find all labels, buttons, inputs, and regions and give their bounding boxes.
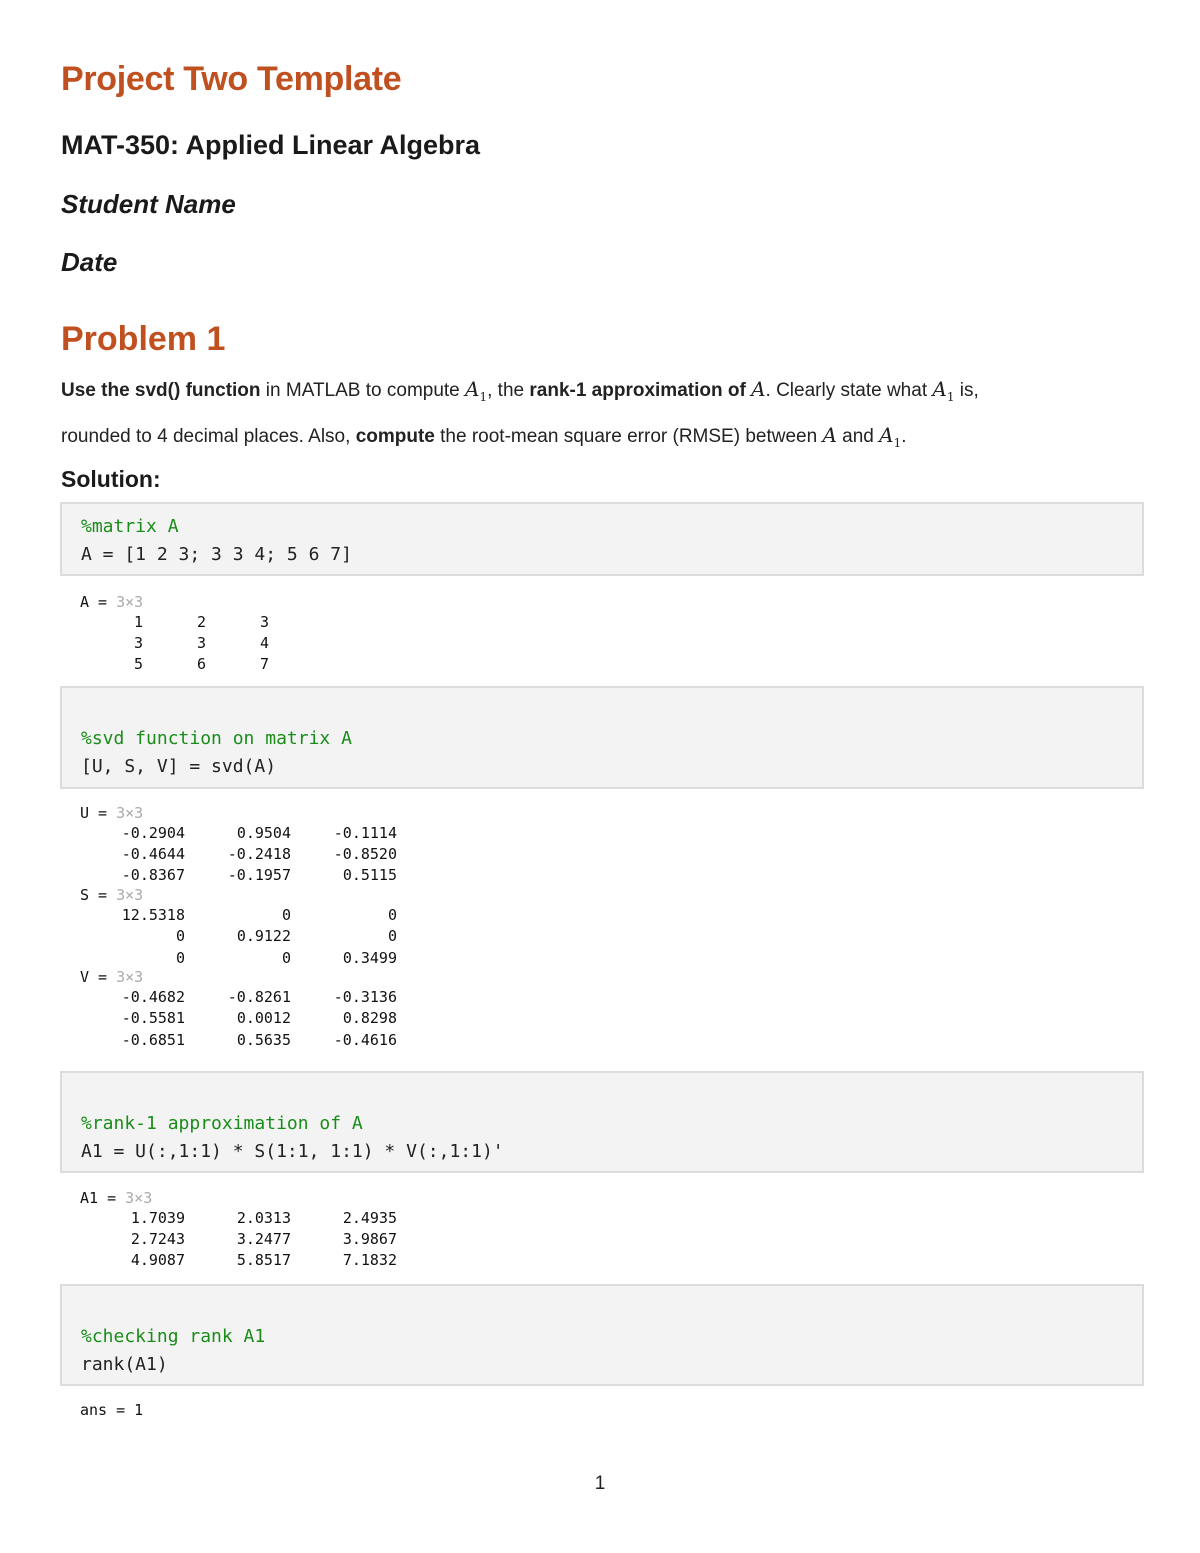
statement-text: and [836,426,880,447]
matrix-cell: 5 [133,655,143,674]
code-cell-svd[interactable] [60,686,1144,789]
matrix-cell: 2 [196,612,206,631]
math-a1 [879,423,902,450]
matrix-row [80,904,397,925]
matrix-cell: 3 [133,634,143,653]
statement-text: . [901,426,907,447]
matrix-cell: 3.2477 [236,1230,291,1249]
code-comment: %matrix A [81,516,179,537]
code-comment: %checking rank A1 [81,1326,266,1347]
matrix-cell: 0 [281,905,291,924]
var-name: S = [80,886,117,905]
output-var-line [80,593,269,611]
statement-text: in MATLAB to compute [260,380,466,401]
var-name: A1 = [80,1189,126,1207]
matrix-cell: -0.1114 [333,823,397,842]
var-dims: 3×3 [125,1189,153,1207]
code-cell-rank-check[interactable] [60,1284,1144,1386]
matrix-cell: 0 [175,927,185,946]
var-name: U = [80,804,117,822]
matrix-cell: 0.5635 [236,1030,291,1049]
date-heading: Date [61,247,118,277]
code-statement: A1 = U(:,1:1) * S(1:1, 1:1) * V(:,1:1)' [81,1141,504,1162]
matrix-cell: -0.4682 [121,988,185,1007]
matrix-cell: 0 [387,905,397,924]
math-symbol: A [932,377,947,401]
var-dims: 3×3 [116,593,144,611]
statement-text: , the [487,380,530,401]
matrix-cell: 2.0313 [236,1208,291,1227]
matrix-cell: 7 [259,655,269,674]
student-name: Student Name [61,189,236,219]
matrix-cell: 12.5318 [121,905,185,924]
math-subscript: 1 [479,390,488,404]
matrix-cell: 4 [259,634,269,653]
matrix-cell: 0 [281,948,291,967]
code-comment: %rank-1 approximation of A [81,1113,363,1134]
math-symbol: A [879,423,894,447]
matrix-cell: -0.5581 [121,1009,185,1028]
output-var-line [80,804,397,822]
statement-text: the root-mean square error (RMSE) between [434,426,823,447]
matrix-cell: -0.2418 [227,845,291,864]
document-title: Project Two Template [61,60,402,98]
matrix-cell: 3.9867 [342,1230,397,1249]
matrix-cell: -0.4616 [333,1030,397,1049]
ans-value: ans = 1 [80,1401,144,1419]
statement-bold-3: compute [355,426,435,447]
math-subscript: 1 [946,390,955,404]
matrix-cell: 5.8517 [236,1251,291,1270]
matrix-cell: -0.6851 [121,1030,185,1049]
matrix-cell: 0.9504 [236,823,291,842]
var-name: V = [80,968,117,987]
matrix-cell: 0.5115 [342,866,397,885]
output-var-line [80,1189,397,1207]
matrix-cell: -0.8367 [121,866,185,885]
statement-bold-1: Use the svd() function [61,380,261,401]
problem-statement [61,370,1151,462]
matrix-cell: -0.2904 [121,823,185,842]
matrix-row [80,865,397,886]
matrix-table-v [80,986,397,1050]
matrix-cell: 1 [133,612,143,631]
matrix-cell: -0.3136 [333,988,397,1007]
matrix-row [80,1029,397,1050]
matrix-cell: 1.7039 [130,1208,185,1227]
matrix-cell: 0.0012 [236,1009,291,1028]
var-name: A = [80,593,117,611]
matrix-table-a1 [80,1207,397,1271]
matrix-cell: 4.9087 [130,1251,185,1270]
math-a: A [822,423,837,447]
output-var-line [80,968,397,986]
code-comment: %svd function on matrix A [81,728,352,749]
matrix-row [80,611,269,632]
code-cell-rank1-approx[interactable] [60,1071,1144,1173]
matrix-cell: -0.8261 [227,988,291,1007]
statement-bold-2: rank-1 approximation of [529,380,752,401]
matrix-cell: 0.8298 [342,1009,397,1028]
matrix-row [80,1228,397,1249]
var-dims: 3×3 [116,804,144,822]
matrix-cell: 7.1832 [342,1251,397,1270]
matrix-row [80,986,397,1007]
matrix-table-s [80,904,397,968]
code-cell-matrix-a[interactable] [60,502,1144,576]
matrix-row [80,1008,397,1029]
course-heading: MAT-350: Applied Linear Algebra [61,130,481,160]
matrix-cell: -0.4644 [121,845,185,864]
output-matrix-a [80,593,269,675]
var-dims: 3×3 [116,968,144,987]
solution-heading: Solution: [61,466,161,492]
matrix-row [80,947,397,968]
math-symbol: A [465,377,480,401]
var-dims: 3×3 [116,886,144,905]
output-ans [80,1401,143,1419]
code-statement: [U, S, V] = svd(A) [81,756,277,777]
matrix-row [80,843,397,864]
matrix-row [80,822,397,843]
matrix-row [80,632,269,653]
matrix-table [80,611,269,675]
output-matrix-a1 [80,1189,397,1271]
matrix-cell: 6 [196,655,206,674]
matrix-cell: 2.4935 [342,1208,397,1227]
matrix-cell: 0 [387,927,397,946]
statement-text: rounded to 4 decimal places. Also, [61,426,356,447]
math-subscript: 1 [893,436,902,450]
math-a1 [932,377,955,404]
matrix-row [80,654,269,675]
matrix-cell: -0.8520 [333,845,397,864]
output-var-line [80,886,397,904]
output-svd [80,804,397,1051]
code-statement: rank(A1) [81,1354,168,1375]
math-a: A [751,377,766,401]
matrix-cell: 0 [175,948,185,967]
matrix-table-u [80,822,397,886]
matrix-row [80,1207,397,1228]
matrix-cell: 3 [196,634,206,653]
matrix-row [80,1250,397,1271]
matrix-cell: -0.1957 [227,866,291,885]
page-number: 1 [594,1473,606,1494]
math-a1 [465,377,488,404]
matrix-cell: 3 [259,612,269,631]
matrix-cell: 0.3499 [342,948,397,967]
statement-text: is, [954,380,979,401]
matrix-cell: 2.7243 [130,1230,185,1249]
problem-heading: Problem 1 [61,320,226,358]
matrix-cell: 0.9122 [236,927,291,946]
code-statement: A = [1 2 3; 3 3 4; 5 6 7] [81,544,352,565]
statement-text: . Clearly state what [765,380,933,401]
matrix-row [80,926,397,947]
